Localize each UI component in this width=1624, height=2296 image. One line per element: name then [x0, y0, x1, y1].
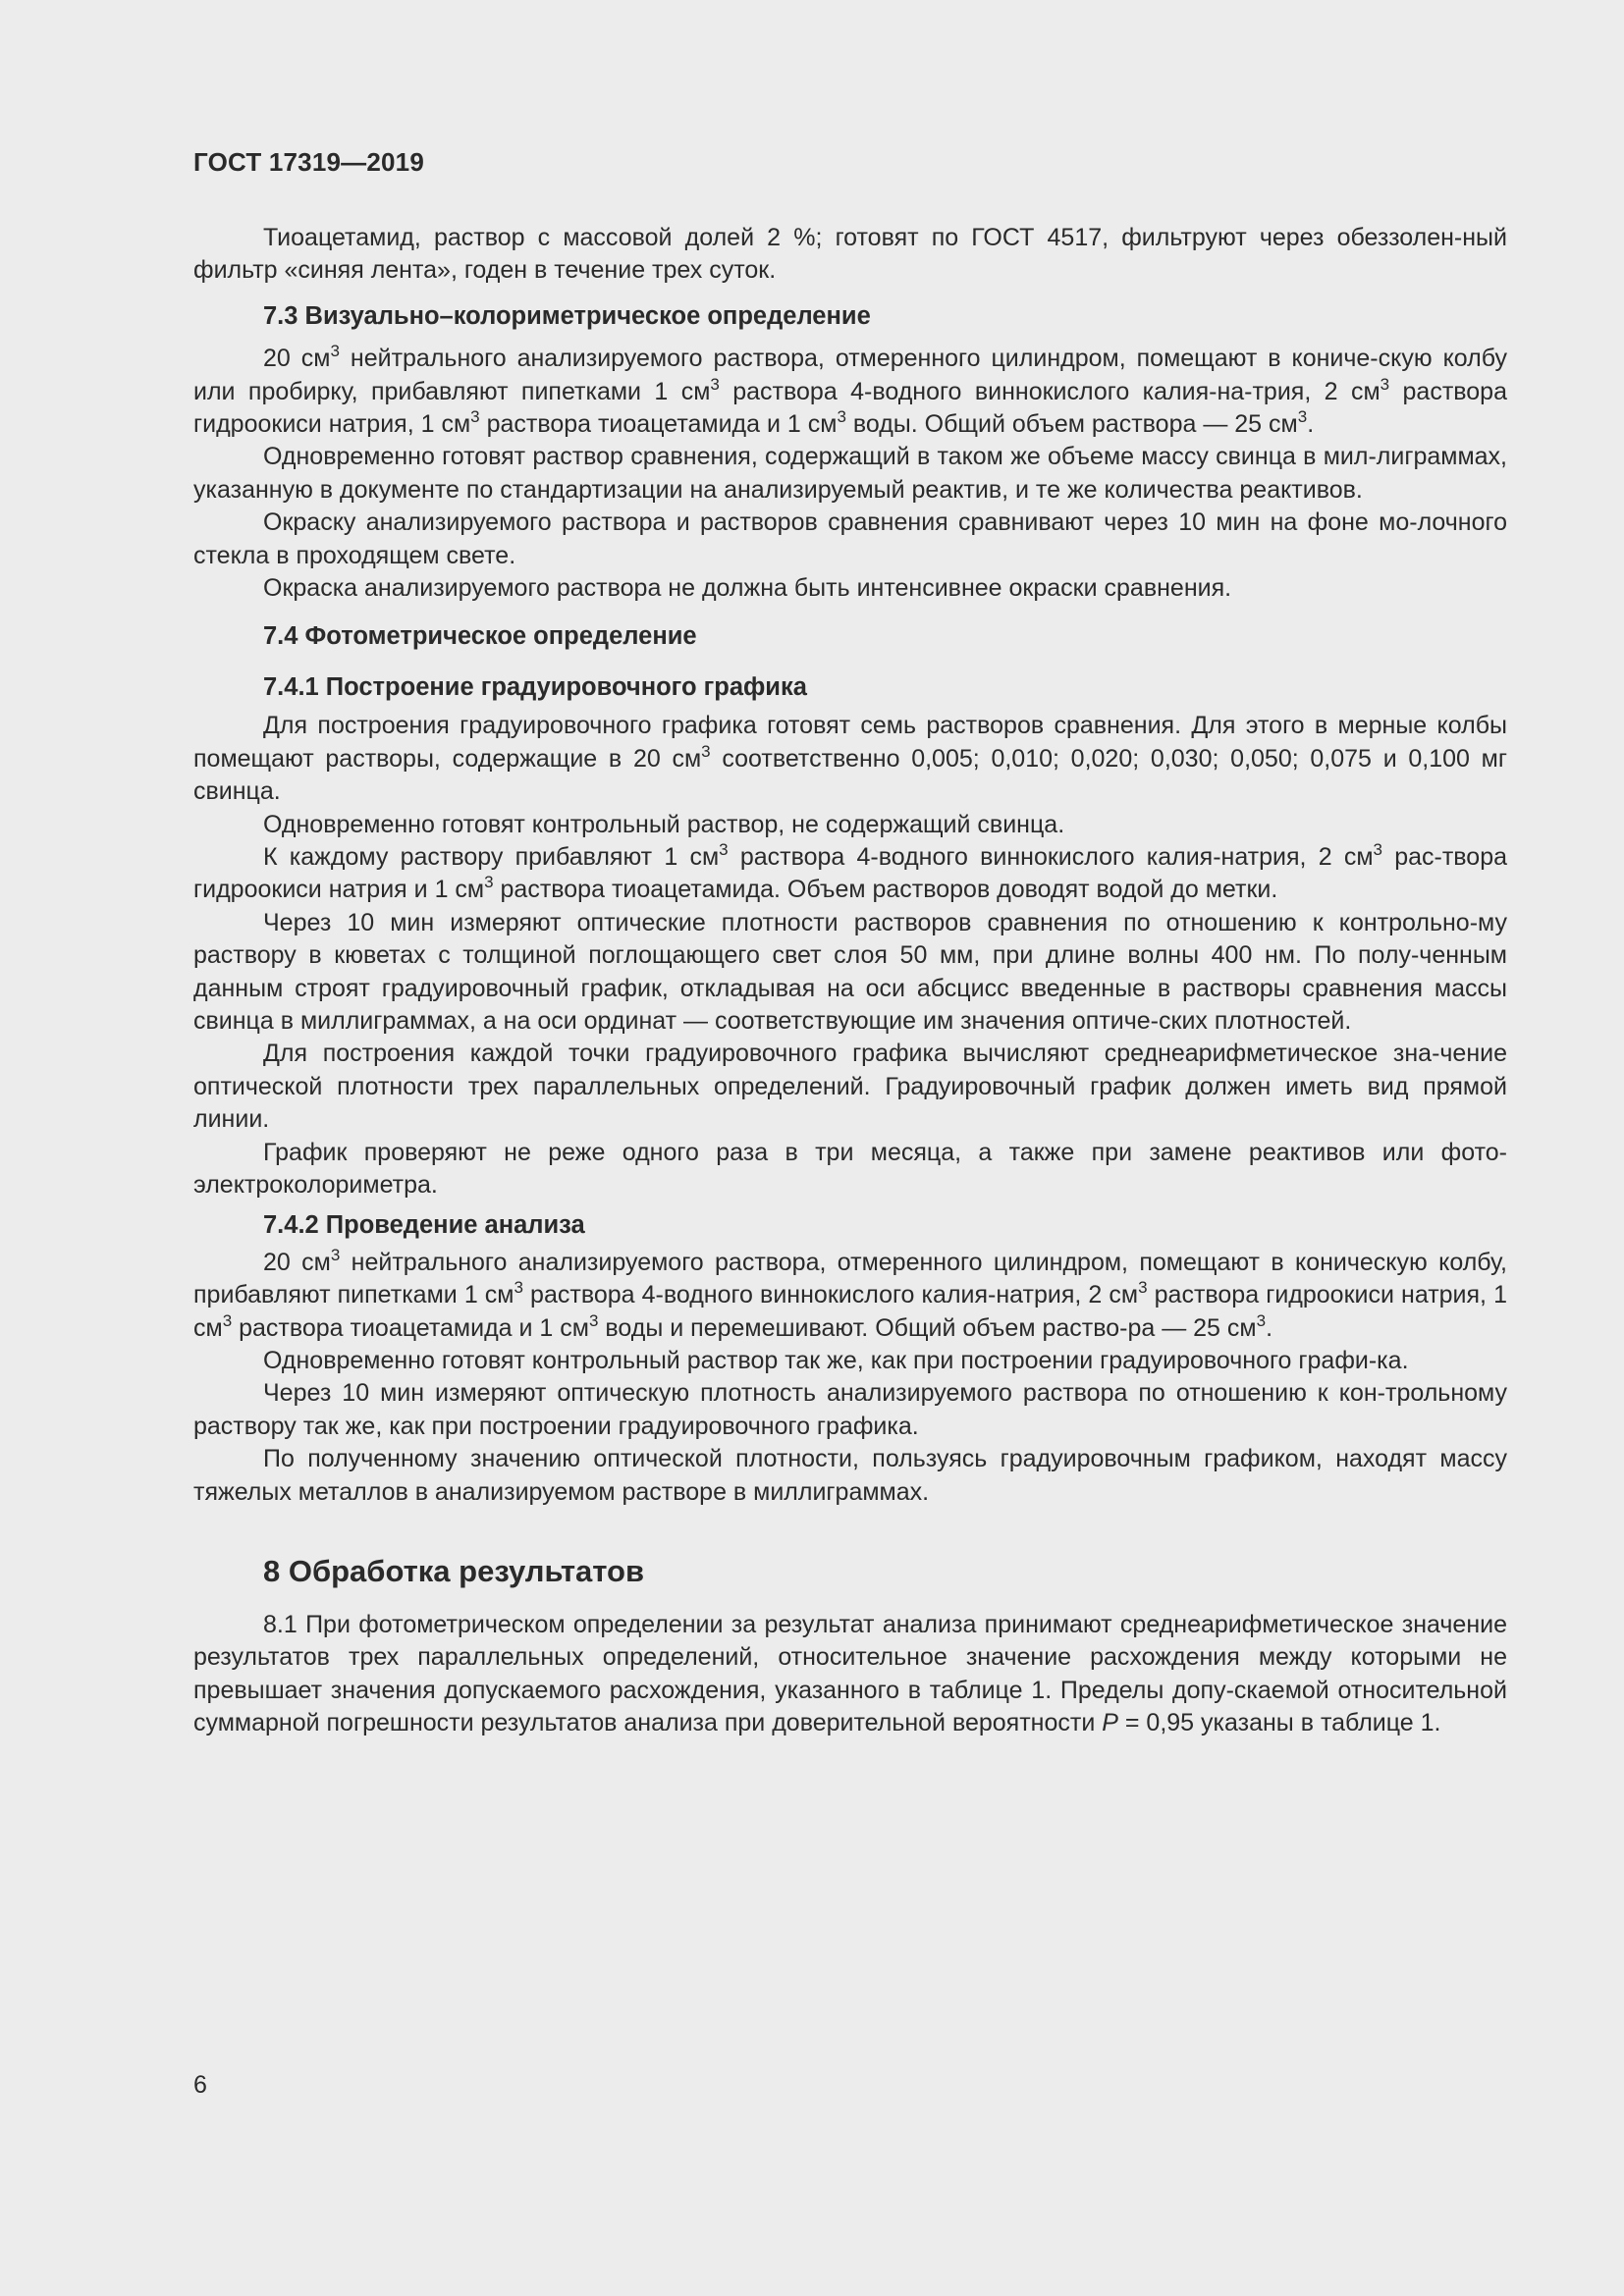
paragraph-7-4-1-1: Для построения градуировочного графика готовят семь растворов сравнения. Для этого в мерные колбы помещают растворы, содержащие в 20 $см^3$ соответственно 0,005; 0,010; 0,020; 0,030; 0,050; 0,075 и 0,100 мг свинца. [193, 712, 1507, 806]
paragraph-7-4-2-1: 20 $см^3$ нейтрального анализируемого раствора, отмеренного цилиндром, помещают в коническую колбу, прибавляют пипетками 1 $см^3$ раствора 4-водного виннокислого калия-натрия, 2 $см^3$ раствора гидроокиси натрия, 1 $см^3$ раствора тиоацетамида и 1 $см^3$ воды и перемешивают. Общий объем раство-ра — 25 $см^3$. [193, 1245, 1507, 1342]
heading-7-4-1: 7.4.1 Построение градуировочного графика [263, 672, 807, 701]
heading-8: 8 Обработка результатов [263, 1554, 645, 1589]
paragraph-7-4-1-6: График проверяют не реже одного раза в три месяца, а также при замене реактивов или фото-электроколориметра. [193, 1138, 1507, 1199]
paragraph-7-3-4: Окраска анализируемого раствора не должна быть интенсивнее окраски сравнения. [263, 574, 1232, 603]
paragraph-7-3-3: Окраску анализируемого раствора и растворов сравнения сравнивают через 10 мин на фоне мо-лочного стекла в проходящем свете. [193, 508, 1507, 569]
paragraph-7-4-2-3: Через 10 мин измеряют оптическую плотность анализируемого раствора по отношению к кон-трольному раствору так же, как при построении градуировочного графика. [193, 1379, 1507, 1440]
paragraph-7-3-1: 20 $см^3$ нейтрального анализируемого раствора, отмеренного цилиндром, помещают в кониче-скую колбу или пробирку, прибавляют пипетками 1 $см^3$ раствора 4-водного виннокислого калия-на-трия, 2 $см^3$ раствора гидроокиси натрия, 1 $см^3$ раствора тиоацетамида и 1 $см^3$ воды. Общий объем раствора — 25 $см^3$. [193, 342, 1507, 439]
paragraph-7-4-1-5: Для построения каждой точки градуировочного графика вычисляют среднеарифметическое зна-чение оптической плотности трех параллельных определений. Градуировочный график должен иметь вид прямой линии. [193, 1040, 1507, 1134]
heading-7-4: 7.4 Фотометрическое определение [263, 622, 697, 651]
heading-7-3: 7.3 Визуально–колориметрическое определение [263, 301, 871, 330]
document-body [193, 222, 1507, 1740]
heading-7-4-2: 7.4.2 Проведение анализа [263, 1211, 585, 1240]
paragraph-thioacetamide: Тиоацетамид, раствор с массовой долей 2 %; готовят по ГОСТ 4517, фильтруют через обеззолен-ный фильтр «синяя лента», годен в течение трех суток. [193, 224, 1507, 285]
paragraph-7-3-2: Одновременно готовят раствор сравнения, содержащий в таком же объеме массу свинца в мил-лиграммах, указанную в документе по стандартизации на анализируемый реактив, и те же количества реактивов. [193, 443, 1507, 504]
paragraph-7-4-1-4: Через 10 мин измеряют оптические плотности растворов сравнения по отношению к контрольно-му раствору в кюветах с толщиной поглощающего свет слоя 50 мм, при длине волны 400 нм. По полу-ченным данным строят градуировочный график, откладывая на оси абсцисс введенные в растворы сравнения массы свинца в миллиграммах, а на оси ординат — соответствующие им значения оптиче-ских плотностей. [193, 908, 1507, 1035]
paragraph-7-4-1-3: К каждому раствору прибавляют 1 $см^3$ раствора 4-водного виннокислого калия-натрия, 2 $см^3$ рас-твора гидроокиси натрия и 1 $см^3$ раствора тиоацетамида. Объем растворов доводят водой до метки. [193, 839, 1507, 904]
document-header: ГОСТ 17319—2019 [193, 147, 424, 177]
paragraph-7-4-2-4: По полученному значению оптической плотности, пользуясь градуировочным графиком, находят массу тяжелых металлов в анализируемом растворе в миллиграммах. [193, 1445, 1507, 1506]
paragraph-8-1: 8.1 При фотометрическом определении за результат анализа принимают среднеарифметическое значение результатов трех параллельных определений, относительное значение расхождения между которыми не превышает значения допускаемого расхождения, указанного в таблице 1. Пределы допу-скаемой относительной суммарной погрешности результатов анализа при доверительной вероятности P = 0,95 указаны в таблице 1. [193, 1611, 1507, 1737]
paragraph-7-4-1-2: Одновременно готовят контрольный раствор, не содержащий свинца. [263, 810, 1065, 838]
page-number: 6 [193, 2071, 207, 2099]
paragraph-7-4-2-2: Одновременно готовят контрольный раствор так же, как при построении градуировочного графи-ка. [263, 1347, 1409, 1374]
